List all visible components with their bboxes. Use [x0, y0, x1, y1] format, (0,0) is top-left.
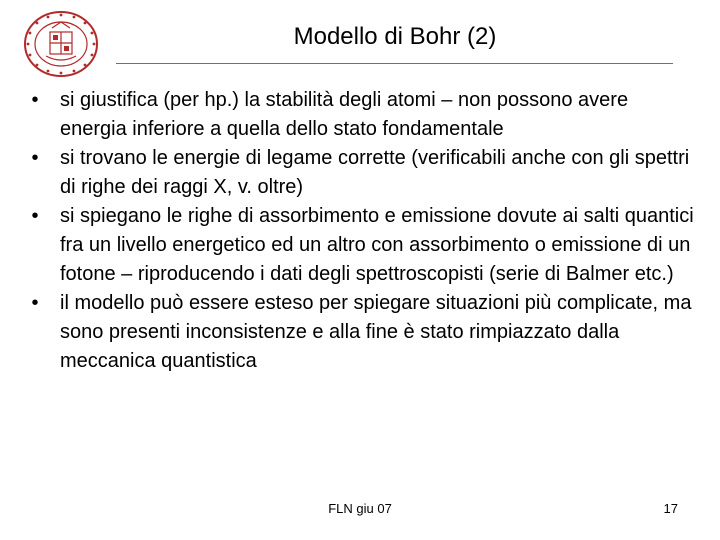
bullet-text: si trovano le energie di legame corrette (verificabili anche con gli spettri di righe dei raggi X, v. oltre) [60, 147, 690, 198]
bullet-icon: • [31, 292, 39, 314]
bullet-icon: • [31, 89, 39, 111]
bullet-item [24, 86, 696, 144]
bullet-list [24, 86, 696, 376]
page-number: 17 [663, 501, 678, 516]
footer-text: FLN giu 07 [328, 501, 392, 516]
university-seal-icon [22, 10, 100, 78]
title-divider [116, 63, 673, 64]
bullet-text: il modello può essere esteso per spiegare situazioni più complicate, ma sono presenti inconsistenze e alla fine è stato rimpiazzato dalla meccanica quantistica [60, 292, 692, 372]
bullet-item [24, 289, 696, 376]
bullet-item [24, 202, 696, 289]
bullet-icon: • [31, 147, 39, 169]
slide-title: Modello di Bohr (2) [293, 23, 497, 50]
bullet-text: si spiegano le righe di assorbimento e emissione dovute ai salti quantici fra un livello energetico ed un altro con assorbimento o emissione di un fotone – riproducendo i dati degli spettroscopisti (serie di Balmer etc.) [60, 205, 694, 285]
bullet-item [24, 144, 696, 202]
bullet-icon: • [31, 205, 39, 227]
bullet-text: si giustifica (per hp.) la stabilità degli atomi – non possono avere energia inferiore a quella dello stato fondamentale [60, 89, 629, 140]
